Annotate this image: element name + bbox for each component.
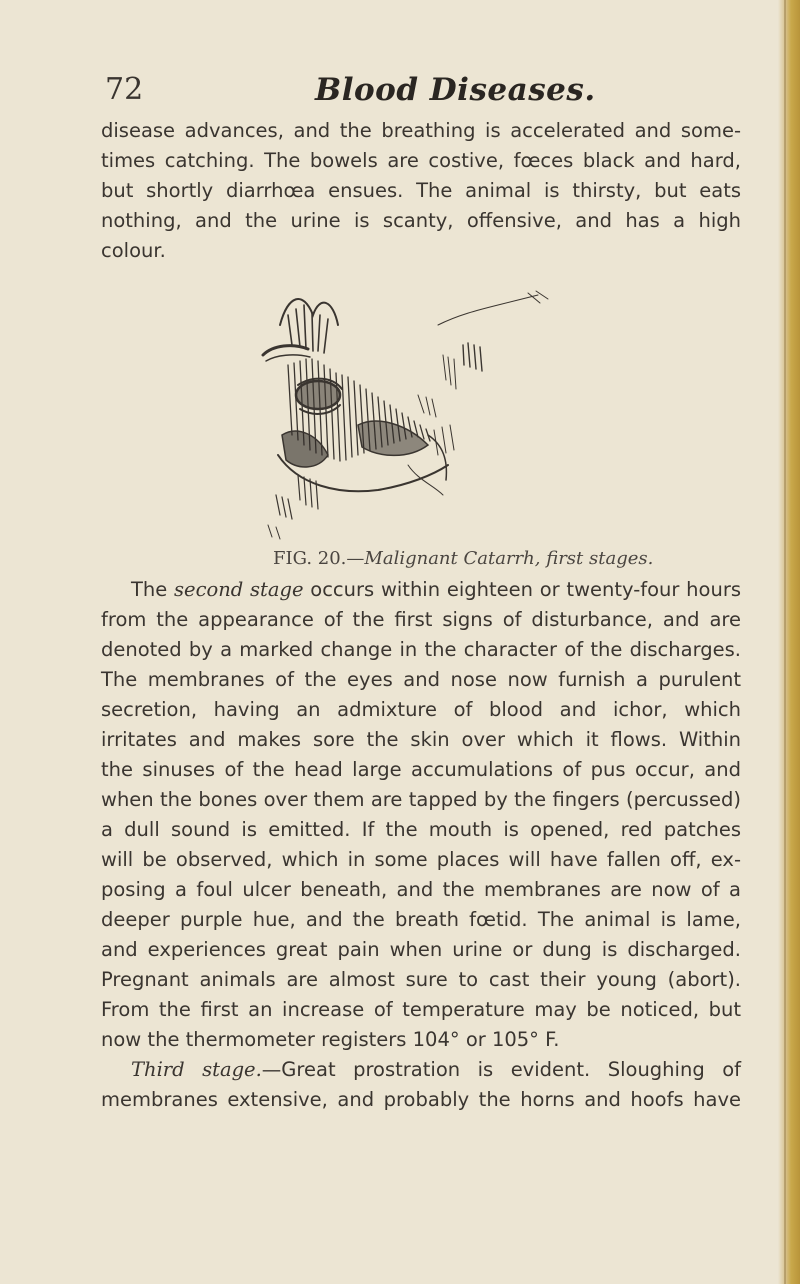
text-line: times catching. The bowels are costive, fœces black and hard, <box>101 149 741 172</box>
text-line: deeper purple hue, and the breath fœtid. The animal is lame, <box>101 908 741 931</box>
text-line: The membranes of the eyes and nose now furnish a purulent <box>101 668 741 691</box>
text-line: nothing, and the urine is scanty, offensive, and has a high <box>101 209 741 232</box>
text-line: secretion, having an admixture of blood and ichor, which <box>101 698 741 721</box>
text-line: colour. <box>101 239 166 262</box>
text-line: membranes extensive, and probably the horns and hoofs have <box>101 1088 741 1111</box>
text-line: will be observed, which in some places will have fallen off, ex- <box>101 848 741 871</box>
text-line-lead <box>101 575 741 605</box>
text-line-third-stage <box>101 1055 741 1085</box>
page-number: 72 <box>105 72 144 107</box>
text-line: posing a foul ulcer beneath, and the membranes are now of a <box>101 878 741 901</box>
third-stage-text: —Great prostration is evident. Sloughing of <box>261 1058 741 1081</box>
text-line: disease advances, and the breathing is accelerated and some- <box>101 119 741 142</box>
text-line: Pregnant animals are almost sure to cast their young (abort). <box>101 968 741 991</box>
figure-caption-title: Malignant Catarrh, first stages. <box>364 548 654 569</box>
page-header <box>105 72 745 112</box>
text-line: the sinuses of the head large accumulations of pus occur, and <box>101 758 741 781</box>
lead-pre: The <box>131 578 175 601</box>
text-line: and experiences great pain when urine or dung is discharged. <box>101 938 741 961</box>
text-line: but shortly diarrhœa ensues. The animal is thirsty, but eats <box>101 179 741 202</box>
figure-caption-label: FIG. 20.— <box>273 548 365 569</box>
text-line: From the first an increase of temperature may be noticed, but <box>101 998 741 1021</box>
text-line: a dull sound is emitted. If the mouth is opened, red patches <box>101 818 741 841</box>
paragraph-main <box>101 575 741 1115</box>
text-line: from the appearance of the first signs of disturbance, and are <box>101 608 741 631</box>
text-line: denoted by a marked change in the character of the discharges. <box>101 638 741 661</box>
figure-caption <box>273 548 653 569</box>
text-line: when the bones over them are tapped by the fingers (percussed) <box>101 788 741 811</box>
paragraph-top <box>101 116 741 266</box>
text-line: now the thermometer registers 104° or 105° F. <box>101 1028 560 1051</box>
third-stage-italic: Third stage. <box>131 1058 262 1081</box>
lead-post: occurs within eighteen or twenty-four hours <box>303 578 742 601</box>
page-edge-shadow <box>778 0 800 1284</box>
running-title: Blood Diseases. <box>315 72 596 108</box>
lead-italic: second stage <box>174 578 304 601</box>
malignant-catarrh-illustration <box>258 285 558 545</box>
text-line: irritates and makes sore the skin over which it flows. Within <box>101 728 741 751</box>
